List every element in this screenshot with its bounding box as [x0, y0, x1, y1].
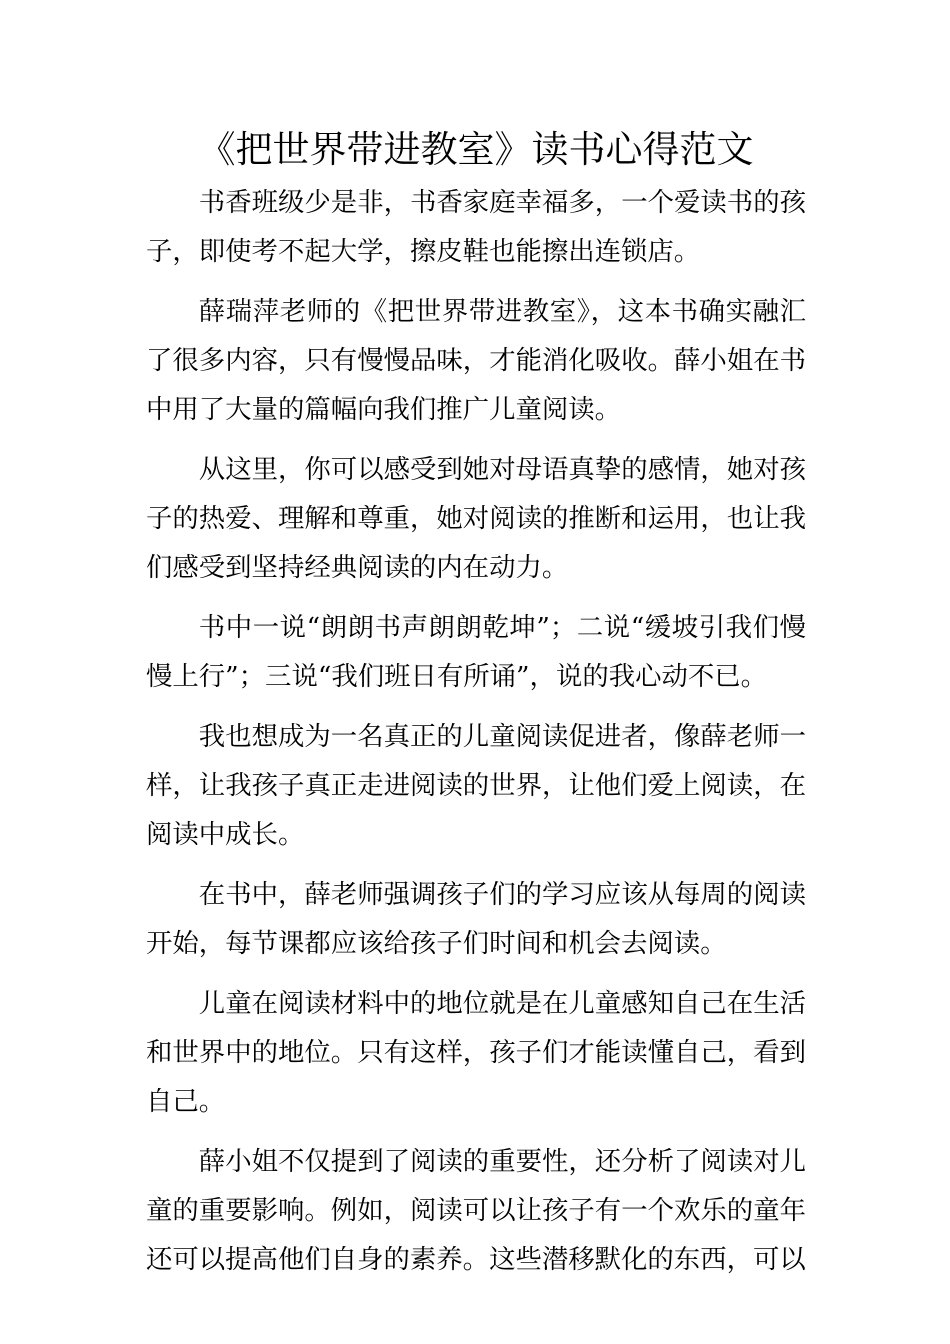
document-page [146, 124, 806, 1295]
paragraph-6: 在书中，薛老师强调孩子们的学习应该从每周的阅读开始，每节课都应该给孩子们时间和机会去阅读。 [146, 879, 806, 959]
paragraph-1: 书香班级少是非，书香家庭幸福多，一个爱读书的孩子，即使考不起大学，擦皮鞋也能擦出连锁店。 [146, 187, 806, 267]
paragraph-4: 书中一说“朗朗书声朗朗乾坤”；二说“缓坡引我们慢慢上行”；三说“我们班日有所诵”，说的我心动不已。 [146, 612, 806, 692]
paragraph-8: 薛小姐不仅提到了阅读的重要性，还分析了阅读对儿童的重要影响。例如，阅读可以让孩子有一个欢乐的童年还可以提高他们自身的素养。这些潜移默化的东西，可以 [146, 1146, 806, 1275]
paragraph-3: 从这里，你可以感受到她对母语真挚的感情，她对孩子的热爱、理解和尊重，她对阅读的推断和运用，也让我们感受到坚持经典阅读的内在动力。 [146, 454, 806, 583]
paragraph-2: 薛瑞萍老师的《把世界带进教室》，这本书确实融汇了很多内容，只有慢慢品味，才能消化吸收。薛小姐在书中用了大量的篇幅向我们推广儿童阅读。 [146, 296, 806, 425]
document-title: 《把世界带进教室》读书心得范文 [198, 128, 754, 171]
paragraph-5: 我也想成为一名真正的儿童阅读促进者，像薛老师一样，让我孩子真正走进阅读的世界，让他们爱上阅读，在阅读中成长。 [146, 721, 806, 850]
paragraph-7: 儿童在阅读材料中的地位就是在儿童感知自己在生活和世界中的地位。只有这样，孩子们才能读懂自己，看到自己。 [146, 988, 806, 1117]
